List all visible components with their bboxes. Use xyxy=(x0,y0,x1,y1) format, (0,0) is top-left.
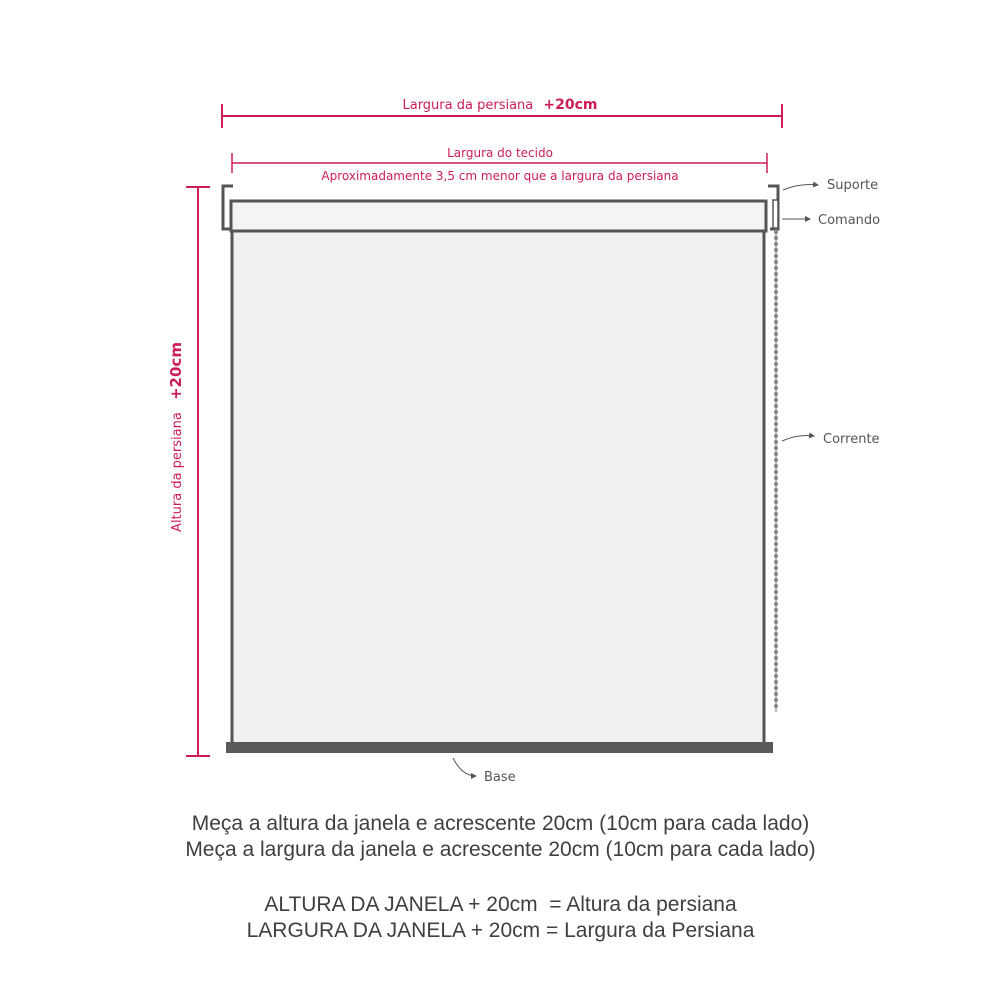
base-callout xyxy=(453,758,516,785)
chain-bead xyxy=(774,458,778,462)
chain-bead xyxy=(774,350,778,354)
chain-bead xyxy=(774,536,778,540)
chain-bead xyxy=(774,248,778,252)
chain-bead xyxy=(774,512,778,516)
chain-bead xyxy=(774,416,778,420)
chain-bead xyxy=(774,554,778,558)
chain-bead xyxy=(774,518,778,522)
measurement-formulas xyxy=(0,892,1001,944)
chain-bead xyxy=(774,452,778,456)
chain-bead xyxy=(774,278,778,282)
chain-bead xyxy=(774,404,778,408)
svg-text:Altura da persiana +20cm xyxy=(167,342,185,532)
chain-bead xyxy=(774,428,778,432)
chain-bead xyxy=(774,584,778,588)
chain-bead xyxy=(774,494,778,498)
blind-width-extra: +20cm xyxy=(543,97,598,113)
chain-bead xyxy=(774,476,778,480)
measure-height-instruction: Meça a altura da janela e acrescente 20cm (10cm para cada lado) xyxy=(191,812,810,835)
chain-bead xyxy=(774,410,778,414)
chain-bead xyxy=(774,422,778,426)
control-mechanism xyxy=(773,200,778,228)
chain-bead xyxy=(774,284,778,288)
chain-bead xyxy=(774,650,778,654)
chain-bead xyxy=(774,524,778,528)
chain-bead xyxy=(774,362,778,366)
chain-bead xyxy=(774,692,778,696)
chain-bead xyxy=(774,608,778,612)
chain-bead xyxy=(774,386,778,390)
chain-bead xyxy=(774,542,778,546)
chain-bead xyxy=(774,614,778,618)
chain-bead xyxy=(774,602,778,606)
blind-height-extra: +20cm xyxy=(167,342,185,401)
blind-width-label: Largura da persiana xyxy=(402,98,534,113)
chain-bead xyxy=(774,470,778,474)
fabric-width-label: Largura do tecido xyxy=(447,146,553,160)
control-label: Comando xyxy=(818,213,881,228)
chain-bead xyxy=(774,326,778,330)
blind-height-dimension xyxy=(167,187,210,756)
chain-callout xyxy=(782,432,880,447)
chain-bead xyxy=(774,332,778,336)
chain-bead xyxy=(774,296,778,300)
chain xyxy=(774,228,778,712)
width-formula: LARGURA DA JANELA + 20cm = Largura da Persiana xyxy=(246,919,755,942)
chain-bead xyxy=(774,302,778,306)
chain-bead xyxy=(774,308,778,312)
chain-bead xyxy=(774,620,778,624)
chain-bead xyxy=(774,464,778,468)
chain-bead xyxy=(774,578,778,582)
chain-bead xyxy=(774,380,778,384)
measurement-instructions xyxy=(0,811,1001,863)
chain-bead xyxy=(774,314,778,318)
chain-bead xyxy=(774,260,778,264)
chain-bead xyxy=(774,506,778,510)
chain-bead xyxy=(774,392,778,396)
blind-base-bar xyxy=(226,742,773,753)
chain-bead xyxy=(774,500,778,504)
chain-bead xyxy=(774,488,778,492)
chain-bead xyxy=(774,668,778,672)
chain-bead xyxy=(774,644,778,648)
fabric-width-note: Aproximadamente 3,5 cm menor que a largura da persiana xyxy=(321,169,679,183)
chain-bead xyxy=(774,272,778,276)
chain-bead xyxy=(774,590,778,594)
chain-bead xyxy=(774,662,778,666)
chain-bead xyxy=(774,680,778,684)
chain-bead xyxy=(774,266,778,270)
chain-bead xyxy=(774,596,778,600)
base-label: Base xyxy=(484,770,516,785)
control-callout xyxy=(782,213,880,228)
chain-bead xyxy=(774,230,778,234)
blind-fabric xyxy=(232,231,764,744)
chain-bead xyxy=(774,320,778,324)
chain-bead xyxy=(774,632,778,636)
chain-bead xyxy=(774,290,778,294)
chain-bead xyxy=(774,626,778,630)
chain-bead xyxy=(774,638,778,642)
chain-bead xyxy=(774,446,778,450)
chain-bead xyxy=(774,368,778,372)
chain-bead xyxy=(774,242,778,246)
chain-bead xyxy=(774,566,778,570)
support-callout xyxy=(783,178,878,193)
height-formula: ALTURA DA JANELA + 20cm = Altura da persiana xyxy=(264,893,737,916)
chain-bead xyxy=(774,434,778,438)
chain-bead xyxy=(774,440,778,444)
blind-height-label: Altura da persiana xyxy=(170,412,185,532)
chain-bead xyxy=(774,254,778,258)
svg-text:Largura da persiana +20c xyxy=(402,97,597,113)
chain-bead xyxy=(774,344,778,348)
chain-bead xyxy=(774,236,778,240)
chain-bead xyxy=(774,530,778,534)
measure-width-instruction: Meça a largura da janela e acrescente 20cm (10cm para cada lado) xyxy=(185,838,816,861)
chain-bead xyxy=(774,656,778,660)
blind-roller xyxy=(231,201,766,231)
blind-width-dimension xyxy=(222,97,782,128)
fabric-width-dimension xyxy=(232,146,767,183)
chain-label: Corrente xyxy=(823,432,880,447)
chain-bead xyxy=(774,338,778,342)
chain-bead xyxy=(774,560,778,564)
chain-bead xyxy=(774,704,778,708)
support-label: Suporte xyxy=(827,178,879,193)
chain-bead xyxy=(774,674,778,678)
chain-bead xyxy=(774,686,778,690)
chain-bead xyxy=(774,698,778,702)
chain-bead xyxy=(774,482,778,486)
chain-bead xyxy=(774,572,778,576)
chain-bead xyxy=(774,374,778,378)
chain-bead xyxy=(774,356,778,360)
chain-bead xyxy=(774,548,778,552)
chain-bead xyxy=(774,398,778,402)
